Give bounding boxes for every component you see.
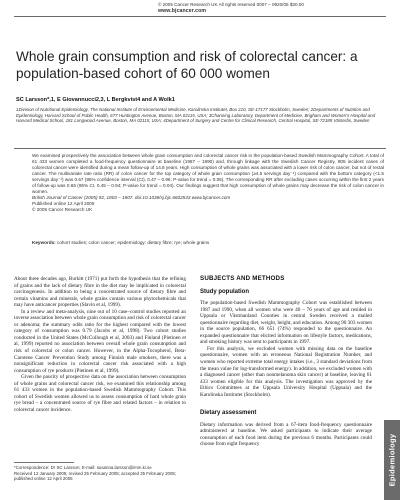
right-column <box>200 276 372 448</box>
intro-paragraph-3: Given the paucity of prospective data on the association between consumption of whole grains and colorectal cancer risk, we examined this relationship among 61 433 women in the population-based Swedish Mammography Cohort. This cohort of Swedish women allowed us to assess consumption of hard whole grain rye bread – a concentrated source of rye fibre and related factors – in relation to colorectal cancer incidence. <box>14 374 186 413</box>
journal-url[interactable]: www.bjcancer.com <box>158 8 207 14</box>
methods-paragraph-2: For this analysis, we excluded women with missing data on the baseline questionnaire, women with an erroneous National Registration Number, and women who reported extreme total energy intakes (i.e., 3 standard deviations from the mean value for log-transformed energy). In addition, we excluded women with a diagnosed cancer (other than nonmelanoma skin cancer) at baseline, leaving 61 433 women eligible for this analysis. The investigation was approved by the Ethics Committees at the Uppsala University Hospital (Uppsala) and the Karolinska Institutet (Stockholm). <box>200 345 372 398</box>
left-column <box>14 276 186 413</box>
correspondence-line: *Correspondence: Dr SC Larsson; E-mail: susanna.larsson@imm.ki.se <box>14 465 152 470</box>
header-rule <box>14 16 386 17</box>
footnote <box>14 465 189 482</box>
copyright-line: © 2005 Cancer Research UK All rights reserved 0007 – 0920/05 $30.00 <box>158 2 304 7</box>
keywords <box>32 240 384 245</box>
footnote-rule <box>14 462 74 463</box>
section-heading: SUBJECTS AND METHODS <box>200 275 285 282</box>
received-dates: Received 12 January 2005; revised 25 February 2005; accepted 25 February 2005; published online 12 April 2005 <box>14 470 177 482</box>
affiliations: 1Division of Nutritional Epidemiology, The National Institute of Environmental Medicine, Karolinska Institutet, Box 210, SE-17177 Stockholm, Sweden; 2Departments of Nutrition and Epidemiology, Harvard School of Public Health, 677 Huntington Avenue, Boston, MA 02115, USA; 3Channing Laboratory, Department of Medicine, Brigham and Women's Hospital and Harvard Medical School, 181 Longwood Avenue, Boston, MA 02115, USA; 4Department of Surgery and Centre for Clinical Research, Central Hospital, SE-72189 Västerås, Sweden <box>16 107 376 124</box>
keywords-label: Keywords: <box>32 240 56 245</box>
copyright-notice: © 2005 Cancer Research UK <box>32 207 93 213</box>
keywords-text: cohort studies; colon cancer; epidemiology; dietary fibre; rye; whole grains <box>57 240 210 245</box>
abstract-rule <box>14 148 386 149</box>
methods-paragraph-3: Dietary information was derived from a 67-item food-frequency questionnaire administered at baseline. We asked participants to indicate their average consumption of each food item during the previous 6 months. Participants could choose from eight frequency <box>200 421 372 448</box>
abstract <box>32 153 384 213</box>
article-title: Whole grain consumption and risk of colorectal cancer: a population-based cohort of 60 000 women <box>16 49 358 81</box>
dietary-assessment-heading: Dietary assessment <box>200 410 257 417</box>
published-date: Published online 12 April 2005 <box>32 201 95 207</box>
methods-paragraph-1: The population-based Swedish Mammography Cohort was established between 1987 and 1990, when all women who were 40 – 76 years of age and resided in Uppsala or Västmanland Counties in central Sweden received a mailed questionnaire regarding diet, weight, height, and education. Among 90 303 women in the source population, 66 651 (74%) responded to the questionnaire. An expanded questionnaire that elicited information on lifestyle factors, medications, and smoking history was sent to participants in 1997. <box>200 300 373 346</box>
abstract-text: We examined prospectively the association between whole grain consumption and colorectal cancer risk in the population-based Swedish Mammography Cohort. A total of 61 433 women completed a food-frequency questionnaire at baseline (1987 – 1990) and, through linkage with the Swedish Cancer Registry, 805 incident cases of colorectal cancer were identified during a mean follow-up of 14.8 years. High consumption of whole grains was associated with a lower risk of colon cancer, but not of rectal cancer. The multivariate rate ratio (RR) of colon cancer for the top category of whole grain consumption (≥4.5 servings day⁻¹) compared with the bottom category (<1.5 servings day⁻¹) was 0.67 (95% confidence interval (CI), 0.47 – 0.96; P-value for trend = 0.06). The corresponding RR after excluding cases occurring within the first 2 years of follow-up was 0.65 (95% CI, 0.45 – 0.94; P-value for trend = 0.04). Our findings suggest that high consumption of whole grains may decrease the risk of colon cancer in women. <box>32 153 384 195</box>
author-list: SC Larsson*,1, E Giovannucci2,3, L Bergkvist4 and A Wolk1 <box>16 97 175 103</box>
intro-paragraph-2: In a review and meta-analysis, nine out of 10 case–control studies reported an inverse association between whole grain consumption and risk of colorectal cancer or adenoma; the summary odds ratio for the highest compared with the lowest category of consumption was 0.79 (Jacobs et al, 1998). Two cohort studies conducted in the United States (McCullough et al, 2003) and Finland (Pietinen et al, 1999) reported no association between overall whole grain consumption and risk of colorectal or colon cancer. However, in the Alpha-Tocopherol, Beta-Carotene Cancer Prevention Study among Finnish male smokers, there was a nonsignificant reduction in colorectal cancer risk associated with a high consumption of rye products (Pietinen et al, 1999). <box>14 308 186 374</box>
journal-header <box>158 2 394 14</box>
intro-paragraph-1: About three decades ago, Burkitt (1971) put forth the hypothesis that the refining of grains and the lack of dietary fibre in the diet may be implicated in colorectal carcinogenesis. In addition to being a concentrated source of dietary fibre and certain vitamins and minerals, whole grains contain various phytochemicals that may have anticancer properties (Slavin et al, 1999). <box>14 276 186 309</box>
study-population-heading: Study population <box>200 288 249 295</box>
citation[interactable]: British Journal of Cancer (2005) 92, 1803 – 1807. doi:10.1038/sj.bjc.6602543 www.bjcancer.com <box>32 195 231 201</box>
side-tab-label: Epidemiology <box>387 433 397 487</box>
section-side-tab <box>384 420 400 500</box>
